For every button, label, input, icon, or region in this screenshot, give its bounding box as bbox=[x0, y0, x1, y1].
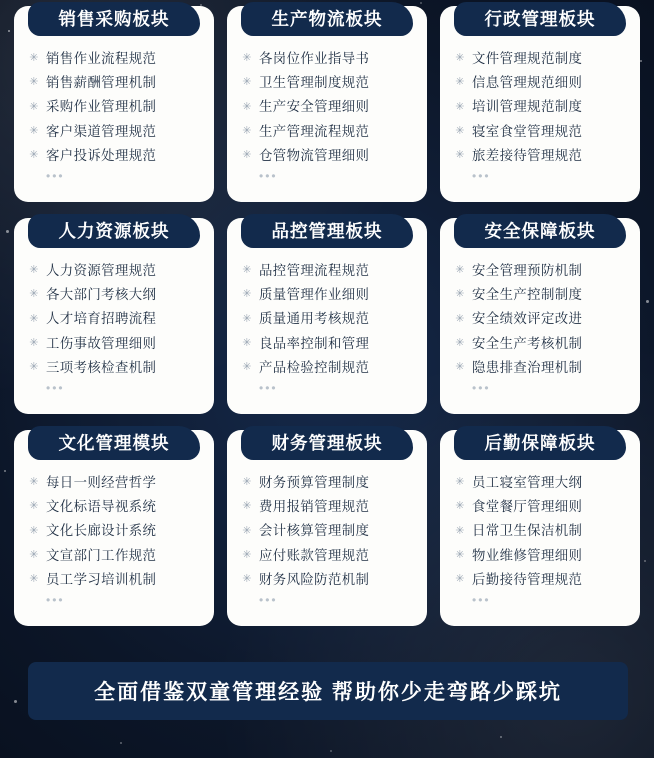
star-dot bbox=[8, 30, 10, 32]
card-title-banner bbox=[241, 2, 413, 44]
list-item-label: 文件管理规范制度 bbox=[472, 50, 583, 66]
card-title: 品控管理板块 bbox=[241, 214, 413, 248]
asterisk-bullet-icon: ✳ bbox=[29, 548, 39, 561]
list-item-label: 隐患排查治理机制 bbox=[472, 360, 583, 376]
list-item[interactable] bbox=[241, 119, 415, 143]
list-item-label: 安全绩效评定改进 bbox=[472, 311, 583, 327]
list-item-label: 三项考核检查机制 bbox=[46, 360, 157, 376]
list-item-label: 文宣部门工作规范 bbox=[46, 547, 157, 563]
asterisk-bullet-icon: ✳ bbox=[29, 312, 39, 325]
card-item-list bbox=[239, 46, 415, 168]
module-card-grid bbox=[14, 6, 640, 626]
asterisk-bullet-icon: ✳ bbox=[455, 548, 465, 561]
module-card[interactable] bbox=[440, 6, 640, 202]
list-item[interactable] bbox=[241, 568, 415, 592]
card-title: 财务管理板块 bbox=[241, 426, 413, 460]
list-item-label: 员工寝室管理大纲 bbox=[472, 474, 583, 490]
list-item-label: 生产安全管理细则 bbox=[259, 99, 370, 115]
card-title-banner bbox=[454, 2, 626, 44]
list-item-label: 财务预算管理制度 bbox=[259, 474, 370, 490]
list-item[interactable] bbox=[28, 95, 202, 119]
list-item[interactable] bbox=[28, 494, 202, 518]
card-title: 销售采购板块 bbox=[28, 2, 200, 36]
more-indicator: ••• bbox=[259, 381, 278, 396]
asterisk-bullet-icon: ✳ bbox=[29, 263, 39, 276]
asterisk-bullet-icon: ✳ bbox=[29, 361, 39, 374]
list-item[interactable] bbox=[28, 46, 202, 70]
list-item-label: 质量通用考核规范 bbox=[259, 311, 370, 327]
list-item[interactable] bbox=[241, 356, 415, 380]
asterisk-bullet-icon: ✳ bbox=[242, 336, 252, 349]
list-item-label: 财务风险防范机制 bbox=[259, 572, 370, 588]
card-title-banner bbox=[28, 426, 200, 468]
list-item[interactable] bbox=[241, 331, 415, 355]
card-item-list bbox=[452, 258, 628, 380]
asterisk-bullet-icon: ✳ bbox=[455, 524, 465, 537]
list-item-label: 培训管理规范制度 bbox=[472, 99, 583, 115]
list-item[interactable] bbox=[241, 519, 415, 543]
asterisk-bullet-icon: ✳ bbox=[29, 100, 39, 113]
list-item-label: 销售作业流程规范 bbox=[46, 50, 157, 66]
card-title-banner bbox=[241, 426, 413, 468]
list-item[interactable] bbox=[28, 543, 202, 567]
list-item[interactable] bbox=[28, 568, 202, 592]
list-item[interactable] bbox=[454, 307, 628, 331]
star-dot bbox=[420, 2, 422, 4]
card-title: 行政管理板块 bbox=[454, 2, 626, 36]
list-item[interactable] bbox=[241, 282, 415, 306]
list-item[interactable] bbox=[454, 331, 628, 355]
module-card[interactable] bbox=[14, 430, 214, 626]
asterisk-bullet-icon: ✳ bbox=[29, 51, 39, 64]
asterisk-bullet-icon: ✳ bbox=[242, 361, 252, 374]
asterisk-bullet-icon: ✳ bbox=[455, 312, 465, 325]
star-dot bbox=[330, 750, 332, 752]
card-item-list bbox=[452, 46, 628, 168]
asterisk-bullet-icon: ✳ bbox=[242, 100, 252, 113]
card-item-list bbox=[26, 258, 202, 380]
list-item-label: 良品率控制和管理 bbox=[259, 335, 370, 351]
asterisk-bullet-icon: ✳ bbox=[29, 149, 39, 162]
asterisk-bullet-icon: ✳ bbox=[242, 263, 252, 276]
list-item-label: 产品检验控制规范 bbox=[259, 360, 370, 376]
list-item-label: 文化长廊设计系统 bbox=[46, 523, 157, 539]
asterisk-bullet-icon: ✳ bbox=[29, 475, 39, 488]
asterisk-bullet-icon: ✳ bbox=[242, 149, 252, 162]
list-item-label: 各岗位作业指导书 bbox=[259, 50, 370, 66]
list-item-label: 费用报销管理规范 bbox=[259, 498, 370, 514]
list-item[interactable] bbox=[454, 119, 628, 143]
more-indicator: ••• bbox=[259, 169, 278, 184]
star-dot bbox=[646, 300, 649, 303]
more-indicator: ••• bbox=[46, 593, 65, 608]
list-item-label: 寝室食堂管理规范 bbox=[472, 123, 583, 139]
list-item-label: 食堂餐厅管理细则 bbox=[472, 498, 583, 514]
list-item-label: 后勤接待管理规范 bbox=[472, 572, 583, 588]
list-item-label: 安全生产考核机制 bbox=[472, 335, 583, 351]
asterisk-bullet-icon: ✳ bbox=[29, 124, 39, 137]
list-item-label: 客户渠道管理规范 bbox=[46, 123, 157, 139]
module-card[interactable] bbox=[227, 6, 427, 202]
list-item-label: 日常卫生保洁机制 bbox=[472, 523, 583, 539]
list-item[interactable] bbox=[28, 356, 202, 380]
list-item[interactable] bbox=[241, 70, 415, 94]
footer-text: 全面借鉴双童管理经验 帮助你少走弯路少踩坑 bbox=[94, 681, 562, 704]
asterisk-bullet-icon: ✳ bbox=[242, 500, 252, 513]
list-item[interactable] bbox=[454, 543, 628, 567]
asterisk-bullet-icon: ✳ bbox=[242, 573, 252, 586]
list-item-label: 销售薪酬管理机制 bbox=[46, 74, 157, 90]
card-item-list bbox=[452, 470, 628, 592]
list-item-label: 品控管理流程规范 bbox=[259, 262, 370, 278]
list-item-label: 人力资源管理规范 bbox=[46, 262, 157, 278]
more-indicator: ••• bbox=[46, 169, 65, 184]
list-item-label: 旅差接待管理规范 bbox=[472, 148, 583, 164]
list-item[interactable] bbox=[454, 519, 628, 543]
asterisk-bullet-icon: ✳ bbox=[455, 288, 465, 301]
asterisk-bullet-icon: ✳ bbox=[29, 76, 39, 89]
list-item-label: 仓管物流管理细则 bbox=[259, 148, 370, 164]
star-dot bbox=[644, 560, 646, 562]
asterisk-bullet-icon: ✳ bbox=[242, 524, 252, 537]
list-item[interactable] bbox=[28, 144, 202, 168]
asterisk-bullet-icon: ✳ bbox=[455, 149, 465, 162]
list-item[interactable] bbox=[241, 543, 415, 567]
asterisk-bullet-icon: ✳ bbox=[455, 361, 465, 374]
star-dot bbox=[4, 470, 6, 472]
module-card[interactable] bbox=[440, 430, 640, 626]
list-item[interactable] bbox=[28, 331, 202, 355]
list-item[interactable] bbox=[454, 70, 628, 94]
asterisk-bullet-icon: ✳ bbox=[242, 475, 252, 488]
list-item[interactable] bbox=[28, 119, 202, 143]
asterisk-bullet-icon: ✳ bbox=[242, 312, 252, 325]
list-item-label: 客户投诉处理规范 bbox=[46, 148, 157, 164]
list-item[interactable] bbox=[28, 258, 202, 282]
asterisk-bullet-icon: ✳ bbox=[455, 500, 465, 513]
list-item[interactable] bbox=[28, 519, 202, 543]
footer-banner bbox=[28, 662, 628, 720]
asterisk-bullet-icon: ✳ bbox=[29, 524, 39, 537]
asterisk-bullet-icon: ✳ bbox=[455, 263, 465, 276]
asterisk-bullet-icon: ✳ bbox=[29, 500, 39, 513]
asterisk-bullet-icon: ✳ bbox=[455, 336, 465, 349]
module-card[interactable] bbox=[14, 218, 214, 414]
card-item-list bbox=[26, 46, 202, 168]
list-item[interactable] bbox=[454, 95, 628, 119]
card-title-banner bbox=[454, 214, 626, 256]
list-item[interactable] bbox=[28, 282, 202, 306]
star-dot bbox=[120, 742, 122, 744]
list-item-label: 安全管理预防机制 bbox=[472, 262, 583, 278]
list-item-label: 信息管理规范细则 bbox=[472, 74, 583, 90]
list-item[interactable] bbox=[454, 356, 628, 380]
list-item[interactable] bbox=[454, 46, 628, 70]
list-item-label: 卫生管理制度规范 bbox=[259, 74, 370, 90]
list-item[interactable] bbox=[454, 470, 628, 494]
list-item-label: 物业维修管理细则 bbox=[472, 547, 583, 563]
card-item-list bbox=[26, 470, 202, 592]
asterisk-bullet-icon: ✳ bbox=[455, 573, 465, 586]
list-item[interactable] bbox=[454, 568, 628, 592]
more-indicator: ••• bbox=[472, 169, 491, 184]
list-item-label: 应付账款管理规范 bbox=[259, 547, 370, 563]
list-item[interactable] bbox=[454, 144, 628, 168]
card-item-list bbox=[239, 470, 415, 592]
card-title-banner bbox=[454, 426, 626, 468]
list-item-label: 文化标语导视系统 bbox=[46, 498, 157, 514]
card-title: 人力资源板块 bbox=[28, 214, 200, 248]
asterisk-bullet-icon: ✳ bbox=[242, 76, 252, 89]
list-item[interactable] bbox=[241, 494, 415, 518]
star-dot bbox=[500, 736, 502, 738]
card-title-banner bbox=[28, 2, 200, 44]
asterisk-bullet-icon: ✳ bbox=[455, 475, 465, 488]
module-card[interactable] bbox=[440, 218, 640, 414]
asterisk-bullet-icon: ✳ bbox=[29, 336, 39, 349]
list-item[interactable] bbox=[454, 282, 628, 306]
list-item-label: 员工学习培训机制 bbox=[46, 572, 157, 588]
star-dot bbox=[14, 700, 17, 703]
list-item-label: 生产管理流程规范 bbox=[259, 123, 370, 139]
asterisk-bullet-icon: ✳ bbox=[242, 548, 252, 561]
asterisk-bullet-icon: ✳ bbox=[455, 51, 465, 64]
asterisk-bullet-icon: ✳ bbox=[455, 124, 465, 137]
asterisk-bullet-icon: ✳ bbox=[455, 76, 465, 89]
list-item-label: 各大部门考核大纲 bbox=[46, 286, 157, 302]
card-title: 文化管理模块 bbox=[28, 426, 200, 460]
list-item[interactable] bbox=[241, 307, 415, 331]
list-item[interactable] bbox=[241, 46, 415, 70]
list-item[interactable] bbox=[28, 70, 202, 94]
asterisk-bullet-icon: ✳ bbox=[455, 100, 465, 113]
card-title: 生产物流板块 bbox=[241, 2, 413, 36]
star-dot bbox=[640, 60, 642, 62]
list-item[interactable] bbox=[28, 470, 202, 494]
asterisk-bullet-icon: ✳ bbox=[29, 288, 39, 301]
more-indicator: ••• bbox=[472, 381, 491, 396]
list-item-label: 人才培育招聘流程 bbox=[46, 311, 157, 327]
list-item[interactable] bbox=[28, 307, 202, 331]
list-item[interactable] bbox=[454, 258, 628, 282]
asterisk-bullet-icon: ✳ bbox=[29, 573, 39, 586]
list-item-label: 每日一则经营哲学 bbox=[46, 474, 157, 490]
card-title: 安全保障板块 bbox=[454, 214, 626, 248]
list-item-label: 会计核算管理制度 bbox=[259, 523, 370, 539]
card-item-list bbox=[239, 258, 415, 380]
asterisk-bullet-icon: ✳ bbox=[242, 51, 252, 64]
module-card[interactable] bbox=[227, 430, 427, 626]
list-item[interactable] bbox=[241, 95, 415, 119]
card-title-banner bbox=[28, 214, 200, 256]
list-item[interactable] bbox=[241, 470, 415, 494]
star-dot bbox=[6, 230, 9, 233]
card-title-banner bbox=[241, 214, 413, 256]
more-indicator: ••• bbox=[472, 593, 491, 608]
asterisk-bullet-icon: ✳ bbox=[242, 288, 252, 301]
asterisk-bullet-icon: ✳ bbox=[242, 124, 252, 137]
list-item-label: 采购作业管理机制 bbox=[46, 99, 157, 115]
list-item-label: 安全生产控制制度 bbox=[472, 286, 583, 302]
list-item-label: 质量管理作业细则 bbox=[259, 286, 370, 302]
list-item[interactable] bbox=[241, 258, 415, 282]
more-indicator: ••• bbox=[259, 593, 278, 608]
card-title: 后勤保障板块 bbox=[454, 426, 626, 460]
list-item[interactable] bbox=[454, 494, 628, 518]
list-item-label: 工伤事故管理细则 bbox=[46, 335, 157, 351]
module-card[interactable] bbox=[14, 6, 214, 202]
module-card[interactable] bbox=[227, 218, 427, 414]
list-item[interactable] bbox=[241, 144, 415, 168]
more-indicator: ••• bbox=[46, 381, 65, 396]
